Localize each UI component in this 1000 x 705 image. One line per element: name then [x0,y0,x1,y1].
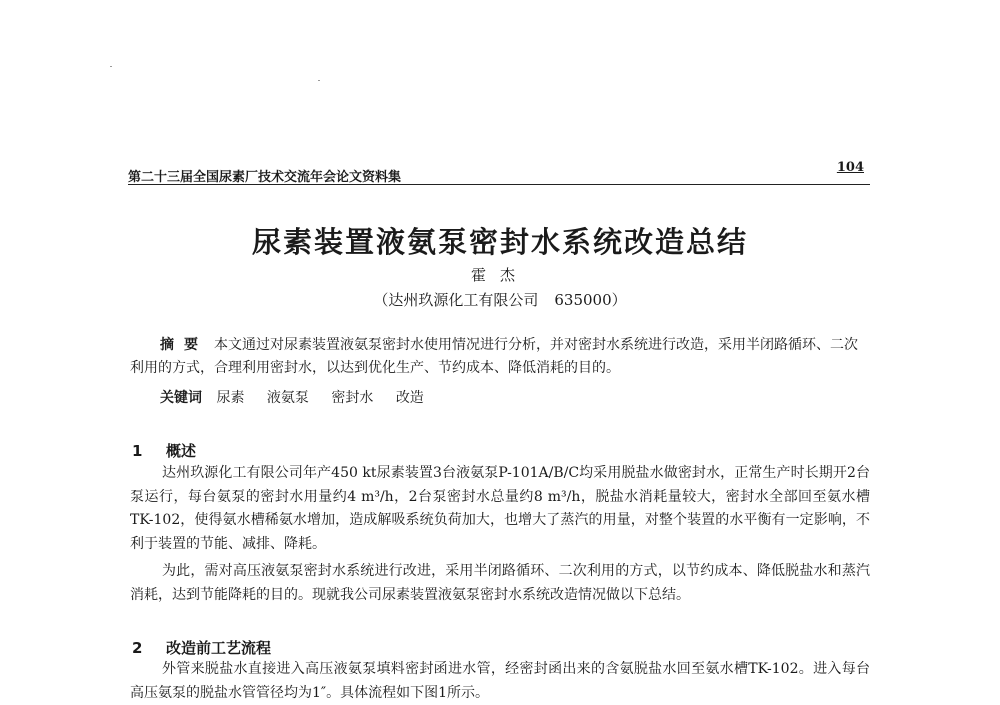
keyword-item: 尿素 [216,390,245,406]
conference-title: 第二十三届全国尿素厂技术交流年会论文资料集 [128,170,402,185]
section-number: 2 [132,639,143,657]
section-title: 改造前工艺流程 [166,639,272,657]
keyword-item: 改造 [395,390,424,406]
paper-title: 尿素装置液氨泵密封水系统改造总结 [251,225,748,259]
scan-speck [318,80,320,81]
scan-speck [110,66,112,67]
abstract-text: 本文通过对尿素装置液氨泵密封水使用情况进行分析，并对密封水系统进行改造，采用半闭路循环、二次利用的方式，合理利用密封水，以达到优化生产、节约成本、降低消耗的目的。 [130,337,858,376]
affiliation-name: （达州玖源化工有限公司 [373,291,539,309]
abstract-label: 摘要 [160,337,208,353]
paper-affiliation [0,289,1000,310]
section-1-paragraph-2: 为此，需对高压液氨泵密封水系统进行改进，采用半闭路循环、二次利用的方式，以节约成本、降低脱盐水和蒸汽消耗，达到节能降耗的目的。现就我公司尿素装置液氨泵密封水系统改造情况做以下总结。 [130,563,870,603]
abstract [130,334,870,380]
section-number: 1 [132,442,143,460]
section-title: 概述 [166,442,197,460]
section-1-heading [132,440,196,461]
page-number: 104 [836,160,864,175]
running-header [128,160,870,185]
keyword-item: 液氨泵 [266,390,309,406]
section-2-heading [132,637,271,658]
section-2-paragraph-1: 外管来脱盐水直接进入高压液氨泵填料密封函进水管，经密封函出来的含氨脱盐水回至氨水槽TK-102。进入每台高压氨泵的脱盐水管管径均为1″。具体流程如下图1所示。 [130,661,870,701]
keywords-label: 关键词 [160,390,202,406]
section-1-paragraph-1: 达州玖源化工有限公司年产450 kt尿素装置3台液氨泵P-101A/B/C均采用脱盐水做密封水，正常生产时长期开2台泵运行，每台氨泵的密封水用量约4 m³/h，2台泵密封水总量约8 m³/h，脱盐水消耗量较大，密封水全部回至氨水槽TK-102，使得氨水槽稀氨水增加，造成解吸系统负荷加大，也增大了蒸汽的用量，对整个装置的水平衡有一定影响，不利于装置的节能、减排、降耗。 [130,465,870,552]
keywords [160,387,860,410]
paper-author: 霍杰 [470,266,529,284]
keyword-item: 密封水 [331,390,374,406]
postal-code: 635000） [554,291,627,309]
